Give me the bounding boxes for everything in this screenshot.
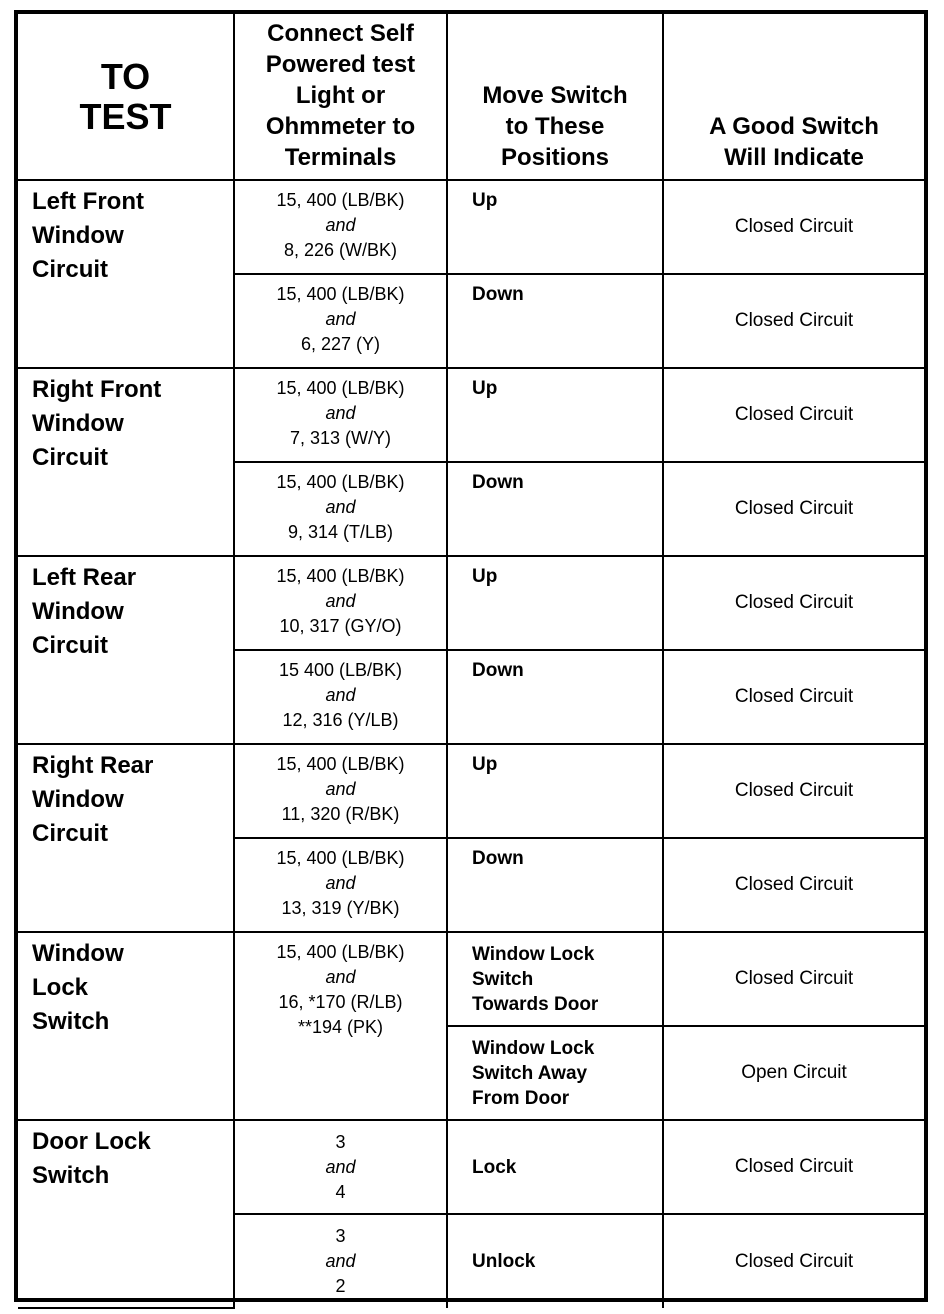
table-row	[18, 180, 924, 274]
terminal-a: 15, 400 (LB/BK)	[276, 848, 405, 868]
terminals-cell	[234, 556, 447, 650]
result-cell: Closed Circuit	[663, 368, 924, 462]
and-text: and	[325, 1156, 356, 1177]
test-name-left-rear: Left Rear Window Circuit	[18, 556, 234, 744]
result-cell: Closed Circuit	[663, 1120, 924, 1214]
result-cell: Closed Circuit	[663, 556, 924, 650]
position-cell: Lock	[447, 1120, 663, 1214]
result-cell: Closed Circuit	[663, 838, 924, 932]
terminal-b: 8, 226 (W/BK)	[283, 240, 398, 260]
terminals-cell	[234, 1120, 447, 1214]
terminals-cell	[234, 462, 447, 556]
position-cell: Up	[447, 744, 663, 838]
position-cell: Window Lock Switch Away From Door	[447, 1026, 663, 1120]
and-text: and	[325, 591, 356, 611]
terminals-cell	[234, 1214, 447, 1308]
terminal-b: 4	[335, 1181, 346, 1202]
position-cell: Down	[447, 838, 663, 932]
terminals-cell	[234, 180, 447, 274]
terminal-a: 15, 400 (LB/BK)	[276, 472, 405, 492]
terminal-a: 15 400 (LB/BK)	[278, 660, 403, 680]
result-cell: Closed Circuit	[663, 274, 924, 368]
terminals-cell	[234, 650, 447, 744]
terminals-cell	[234, 274, 447, 368]
terminal-a: 15, 400 (LB/BK)	[276, 942, 405, 962]
terminals-cell	[234, 838, 447, 932]
table-row	[18, 1120, 924, 1214]
position-cell: Up	[447, 368, 663, 462]
terminal-a: 15, 400 (LB/BK)	[276, 754, 405, 774]
and-text: and	[325, 497, 356, 517]
terminals-cell	[234, 932, 447, 1120]
and-text: and	[325, 215, 356, 235]
position-cell: Up	[447, 180, 663, 274]
terminal-b: 12, 316 (Y/LB)	[282, 710, 399, 730]
terminal-b: 11, 320 (R/BK)	[281, 804, 400, 824]
header-connect: Connect Self Powered test Light or Ohmmeter to Terminals	[234, 14, 447, 180]
terminal-b: 16, *170 (R/LB)	[278, 992, 403, 1012]
and-text: and	[325, 873, 356, 893]
test-name-window-lock: Window Lock Switch	[18, 932, 234, 1120]
position-cell: Unlock	[447, 1214, 663, 1308]
result-cell: Closed Circuit	[663, 462, 924, 556]
result-cell: Closed Circuit	[663, 932, 924, 1026]
header-to-test	[18, 14, 234, 180]
header-good-switch: A Good Switch Will Indicate	[663, 14, 924, 180]
result-cell: Open Circuit	[663, 1026, 924, 1120]
switch-test-table-frame	[14, 10, 928, 1302]
terminal-a: 15, 400 (LB/BK)	[276, 190, 405, 210]
header-row	[18, 14, 924, 180]
terminal-b: 13, 319 (Y/BK)	[281, 898, 400, 918]
header-to-test-text: TO TEST	[79, 55, 172, 137]
terminal-a: 3	[335, 1131, 346, 1152]
result-cell: Closed Circuit	[663, 744, 924, 838]
terminal-a: 3	[335, 1226, 346, 1246]
terminal-b: 9, 314 (T/LB)	[287, 522, 394, 542]
terminal-b: 7, 313 (W/Y)	[289, 428, 392, 448]
test-name-right-front: Right Front Window Circuit	[18, 368, 234, 556]
position-cell: Window Lock Switch Towards Door	[447, 932, 663, 1026]
and-text: and	[325, 685, 356, 705]
table-row	[18, 556, 924, 650]
position-cell: Up	[447, 556, 663, 650]
test-name-left-front: Left Front Window Circuit	[18, 180, 234, 368]
terminals-cell	[234, 368, 447, 462]
result-cell: Closed Circuit	[663, 180, 924, 274]
position-cell: Down	[447, 650, 663, 744]
position-cell: Down	[447, 462, 663, 556]
terminal-b: 2	[335, 1276, 346, 1296]
and-text: and	[325, 403, 356, 423]
table-row	[18, 368, 924, 462]
and-text: and	[325, 967, 356, 987]
and-text: and	[325, 779, 356, 799]
terminal-c: **194 (PK)	[297, 1017, 384, 1037]
terminal-a: 15, 400 (LB/BK)	[276, 284, 405, 304]
header-move-switch: Move Switch to These Positions	[447, 14, 663, 180]
test-name-door-lock: Door Lock Switch	[18, 1120, 234, 1308]
terminal-b: 10, 317 (GY/O)	[279, 616, 402, 636]
position-cell: Down	[447, 274, 663, 368]
and-text: and	[325, 1251, 356, 1271]
switch-test-table	[18, 14, 924, 1309]
terminal-a: 15, 400 (LB/BK)	[276, 566, 405, 586]
and-text: and	[325, 309, 356, 329]
table-row	[18, 932, 924, 1026]
result-cell: Closed Circuit	[663, 650, 924, 744]
result-cell: Closed Circuit	[663, 1214, 924, 1308]
terminal-b: 6, 227 (Y)	[300, 334, 381, 354]
terminals-cell	[234, 744, 447, 838]
terminal-a: 15, 400 (LB/BK)	[276, 378, 405, 398]
table-row	[18, 744, 924, 838]
test-name-right-rear: Right Rear Window Circuit	[18, 744, 234, 932]
